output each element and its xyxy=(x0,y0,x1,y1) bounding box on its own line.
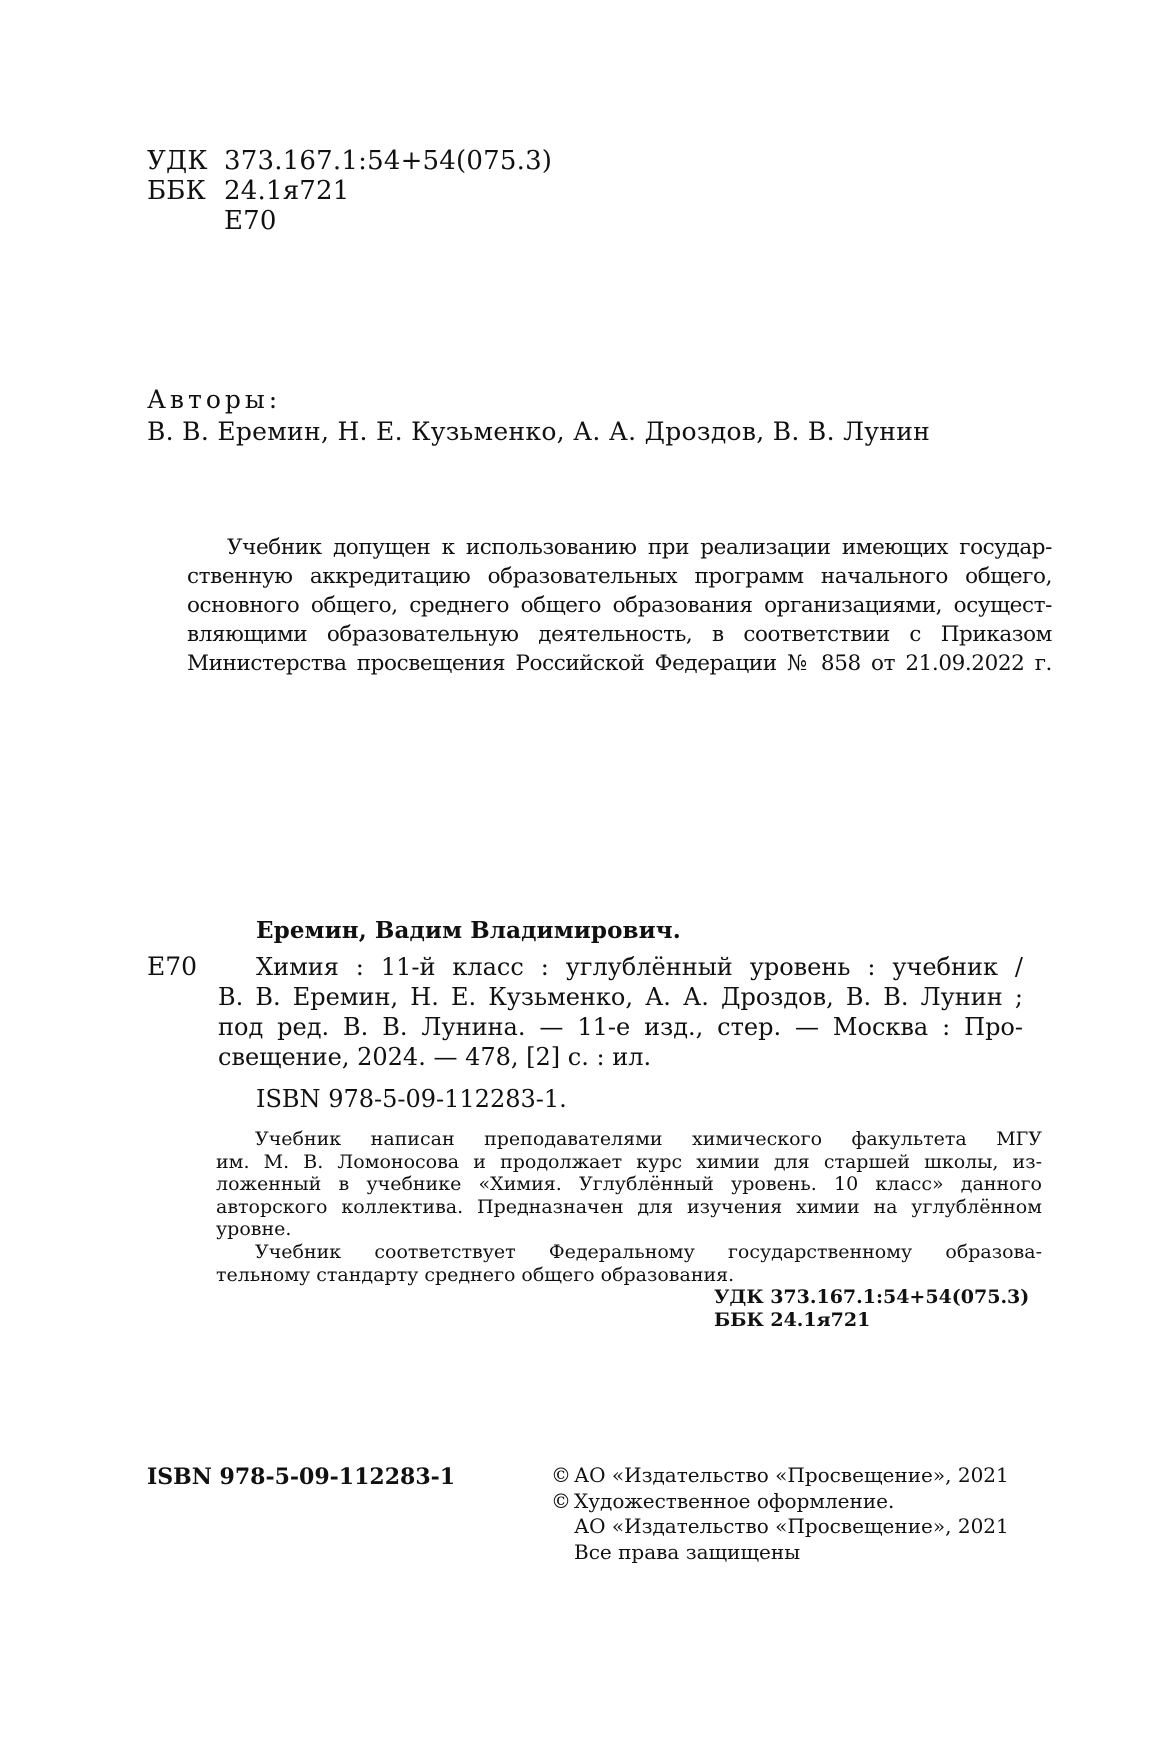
copyright-design-text: Художественное оформление. xyxy=(574,1488,895,1513)
all-rights-reserved: Все права защищены xyxy=(574,1539,801,1564)
copyright-design xyxy=(551,1489,1009,1515)
bib-author-heading: Еремин, Вадим Владимирович. xyxy=(256,917,681,944)
copyright-symbol: © xyxy=(551,1463,571,1487)
abstract-line: ложенный в учебнике «Химия. Углублённый уровень. 10 класс» данного xyxy=(216,1173,1042,1196)
bib-abstract xyxy=(216,1128,1042,1286)
copyright-publisher-text: АО «Издательство «Просвещение», 2021 xyxy=(574,1463,1009,1487)
approval-line: основного общего, среднего общего образования организациями, осущест- xyxy=(187,593,1052,618)
approval-line: ственную аккредитацию образовательных программ начального общего, xyxy=(187,564,1052,589)
bbk-line xyxy=(147,176,350,206)
copyright-design-publisher: АО «Издательство «Просвещение», 2021 xyxy=(574,1514,1009,1538)
copyright-block xyxy=(551,1463,1009,1565)
bib-description-line: свещение, 2024. — 478, [2] с. : ил. xyxy=(218,1043,652,1071)
udk-line xyxy=(147,146,552,176)
copyright-symbol: © xyxy=(551,1488,571,1513)
abstract-line: тельному стандарту среднего общего образования. xyxy=(216,1263,735,1286)
udk-label: УДК xyxy=(147,146,208,176)
approval-paragraph xyxy=(147,533,1052,678)
bib-bbk: ББК 24.1я721 xyxy=(714,1308,871,1331)
bib-description-line: Химия : 11-й класс : углублённый уровень : учебник / xyxy=(256,953,1023,981)
approval-line: вляющими образовательную деятельность, в соответствии с Приказом xyxy=(187,622,1052,647)
bbk-value: 24.1я721 xyxy=(224,176,350,206)
udk-value: 373.167.1:54+54(075.3) xyxy=(224,146,553,176)
bib-udk: УДК 373.167.1:54+54(075.3) xyxy=(714,1286,1030,1308)
abstract-line: уровне. xyxy=(216,1218,292,1241)
abstract-line: Учебник соответствует Федеральному государственному образова- xyxy=(255,1240,1042,1263)
abstract-line: Учебник написан преподавателями химического факультета МГУ xyxy=(255,1128,1042,1150)
abstract-line: им. М. В. Ломоносова и продолжает курс химии для старшей школы, из- xyxy=(216,1150,1042,1173)
copyright-publisher xyxy=(551,1463,1009,1489)
authors-label: Авторы: xyxy=(147,385,282,414)
abstract-line: авторского коллектива. Предназначен для изучения химии на углублённом xyxy=(216,1195,1042,1218)
authors-names: В. В. Еремин, Н. Е. Кузьменко, А. А. Дроздов, В. В. Лунин xyxy=(147,417,931,446)
bib-description-line: В. В. Еремин, Н. Е. Кузьменко, А. А. Дроздов, В. В. Лунин ; xyxy=(218,983,1023,1011)
bib-description xyxy=(218,952,1023,1072)
author-mark: Е70 xyxy=(224,206,277,236)
bib-description-line: под ред. В. В. Лунина. — 11-е изд., стер. — Москва : Про- xyxy=(218,1013,1023,1041)
bbk-label: ББК xyxy=(147,176,206,206)
approval-line: Министерства просвещения Российской Федерации № 858 от 21.09.2022 г. xyxy=(187,651,1052,676)
bib-code: Е70 xyxy=(147,952,198,981)
approval-line: Учебник допущен к использованию при реализации имеющих государ- xyxy=(227,535,1052,560)
footer-isbn: ISBN 978-5-09-112283-1 xyxy=(147,1464,456,1490)
bib-isbn: ISBN 978-5-09-112283-1. xyxy=(256,1085,567,1113)
bib-index-codes xyxy=(714,1286,1029,1331)
